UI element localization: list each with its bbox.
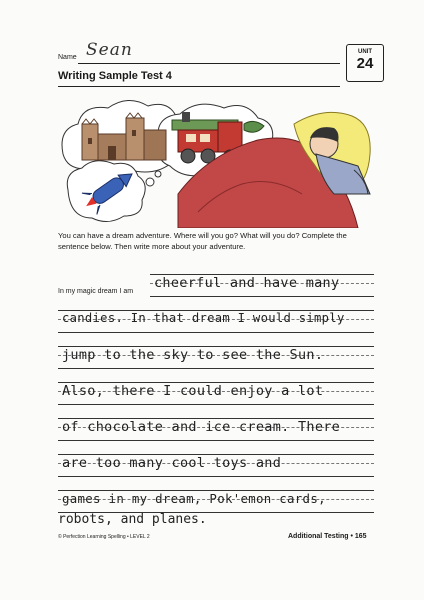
writing-line <box>58 454 374 478</box>
dream-illustration <box>58 94 374 228</box>
name-row <box>58 40 340 66</box>
unit-label: UNIT <box>358 49 372 55</box>
handwriting-line: games in my dream, Pok'emon cards, <box>62 491 326 506</box>
handwriting-line: cheerful and have many <box>154 275 340 291</box>
sentence-starter: In my magic dream I am <box>58 288 134 295</box>
name-line <box>78 63 340 64</box>
writing-line <box>58 490 374 514</box>
handwriting-line: of chocolate and ice cream. There <box>62 419 341 435</box>
page-title: Writing Sample Test 4 <box>58 70 172 82</box>
writing-prompt: You can have a dream adventure. Where will you go? What will you do? Complete the sentence below. Then write more about your adventure. <box>58 231 347 251</box>
page-footer: Additional Testing • 165 <box>288 533 367 540</box>
writing-line <box>58 418 374 442</box>
handwriting-line: candies. In that dream I would simply <box>62 311 345 325</box>
student-name: Sean <box>86 40 133 60</box>
handwriting-overflow-line: robots, and planes. <box>58 512 207 527</box>
handwriting-line: Also, there I could enjoy a lot <box>62 383 324 399</box>
title-rule <box>58 86 340 87</box>
publisher-footer: © Perfection Learning Spelling • LEVEL 2 <box>58 534 150 540</box>
writing-line <box>58 382 374 406</box>
name-label: Name <box>58 54 77 61</box>
writing-line <box>58 346 374 370</box>
handwriting-line: are too many cool toys and <box>62 455 282 471</box>
handwriting-line: jump to the sky to see the Sun. <box>62 347 324 363</box>
writing-line <box>150 274 374 298</box>
unit-number: 24 <box>356 55 374 72</box>
unit-badge <box>346 44 384 82</box>
writing-line <box>58 310 374 334</box>
